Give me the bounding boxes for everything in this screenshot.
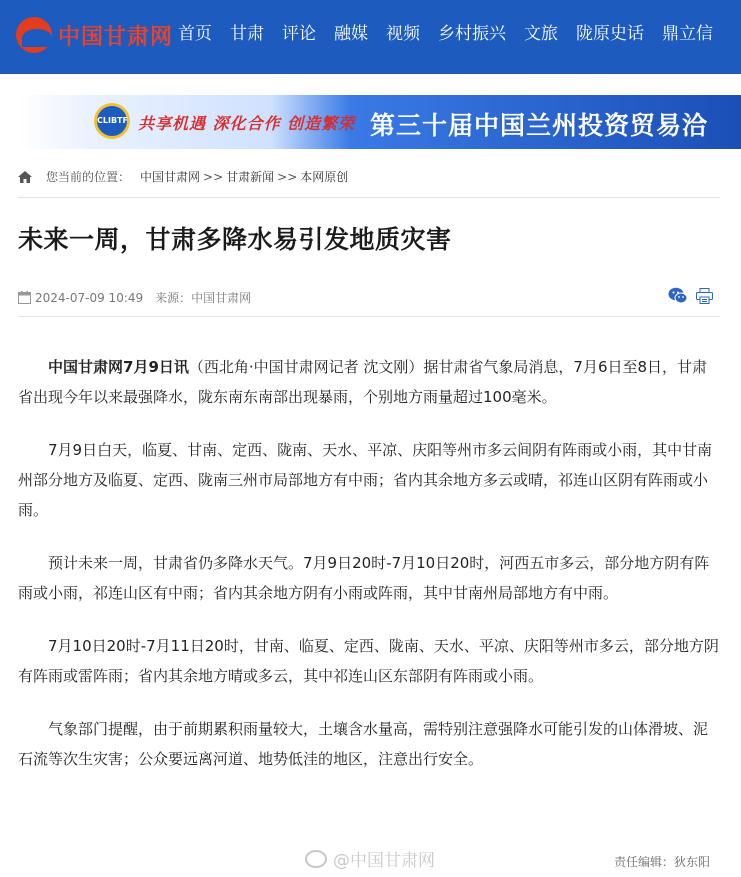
nav-item-video[interactable]: 视频: [386, 23, 420, 44]
nav-item-history[interactable]: 陇原史话: [576, 23, 644, 44]
article-title: 未来一周，甘肃多降水易引发地质灾害: [18, 225, 452, 254]
banner-slogan: 共享机遇 深化合作 创造繁荣: [138, 114, 356, 133]
article-paragraph: 7月10日20时-7月11日20时，甘南、临夏、定西、陇南、天水、平凉、庆阳等州市多云，部分地方阴有阵雨或雷阵雨；省内其余地方晴或多云，其中祁连山区东部阴有阵雨或小雨。: [18, 637, 719, 685]
article-lead-text: （西北角·中国甘肃网记者 沈文刚）据甘肃省气象局消息，7月6日至8日，甘肃省出现今年以来最强降水，陇东南东南部出现暴雨，个别地方雨量超过100毫米。: [18, 358, 708, 406]
banner-title: 第三十届中国兰州投资贸易洽: [370, 111, 709, 140]
wechat-icon[interactable]: [668, 287, 688, 304]
nav-item-rural[interactable]: 乡村振兴: [438, 23, 506, 44]
nav-item-culture-tourism[interactable]: 文旅: [524, 23, 558, 44]
site-logo[interactable]: [16, 10, 173, 60]
main-nav: [178, 0, 731, 62]
banner-emblem-text: CLIBTF: [97, 116, 128, 125]
breadcrumb-separator: >>: [277, 169, 298, 184]
breadcrumb-prefix: 您当前的位置：: [46, 170, 131, 184]
nav-item-home[interactable]: 首页: [178, 23, 212, 44]
weibo-icon: [305, 850, 327, 868]
nav-item-dinglixin[interactable]: 鼎立信: [662, 23, 713, 44]
breadcrumb-link-news[interactable]: 甘肃新闻: [226, 170, 275, 184]
article-body: [18, 352, 720, 797]
nav-item-media[interactable]: 融媒: [334, 23, 368, 44]
article-paragraph: 7月9日白天，临夏、甘南、定西、陇南、天水、平凉、庆阳等州市多云间阴有阵雨或小雨，其中甘南州部分地方及临夏、定西、陇南三州市局部地方有中雨；省内其余地方多云或晴，祁连山区阴有阵雨或小雨。: [18, 441, 713, 519]
share-tools: [668, 287, 721, 304]
top-navigation-bar: [0, 0, 741, 74]
article-meta: [18, 289, 251, 306]
calendar-icon: [18, 291, 31, 304]
print-icon[interactable]: [696, 288, 713, 304]
nav-item-comment[interactable]: 评论: [282, 23, 316, 44]
watermark-text: @中国甘肃网: [333, 851, 435, 871]
home-icon: [18, 171, 32, 183]
article-paragraph: 预计未来一周，甘肃省仍多降水天气。7月9日20时-7月10日20时，河西五市多云，部分地方阴有阵雨或小雨，祁连山区有中雨；省内其余地方阴有小雨或阵雨，其中甘南州局部地方有中雨。: [18, 554, 710, 602]
article-datetime: 2024-07-09 10:49: [35, 290, 144, 305]
event-banner[interactable]: [18, 95, 741, 149]
breadcrumb: [18, 168, 348, 185]
article-paragraph: 气象部门提醒，由于前期累积雨量较大，土壤含水量高，需特别注意强降水可能引发的山体滑坡、泥石流等次生灾害；公众要远离河道、地势低洼的地区，注意出行安全。: [18, 720, 709, 768]
article-lead-dateline: 中国甘肃网7月9日讯: [48, 358, 189, 376]
breadcrumb-separator: >>: [203, 169, 224, 184]
article-paragraph: [18, 352, 720, 412]
article-source: 来源：中国甘肃网: [155, 291, 252, 305]
divider: [18, 197, 720, 198]
weibo-watermark: [305, 846, 435, 871]
logo-emblem: [16, 17, 52, 53]
breadcrumb-link-original[interactable]: 本网原创: [300, 170, 349, 184]
nav-item-gansu[interactable]: 甘肃: [230, 23, 264, 44]
divider: [18, 316, 720, 317]
banner-emblem-icon: [94, 103, 130, 139]
responsible-editor: 责任编辑：狄东阳: [614, 855, 711, 869]
logo-text: 中国甘肃网: [58, 23, 174, 50]
breadcrumb-link-site[interactable]: 中国甘肃网: [140, 170, 201, 184]
